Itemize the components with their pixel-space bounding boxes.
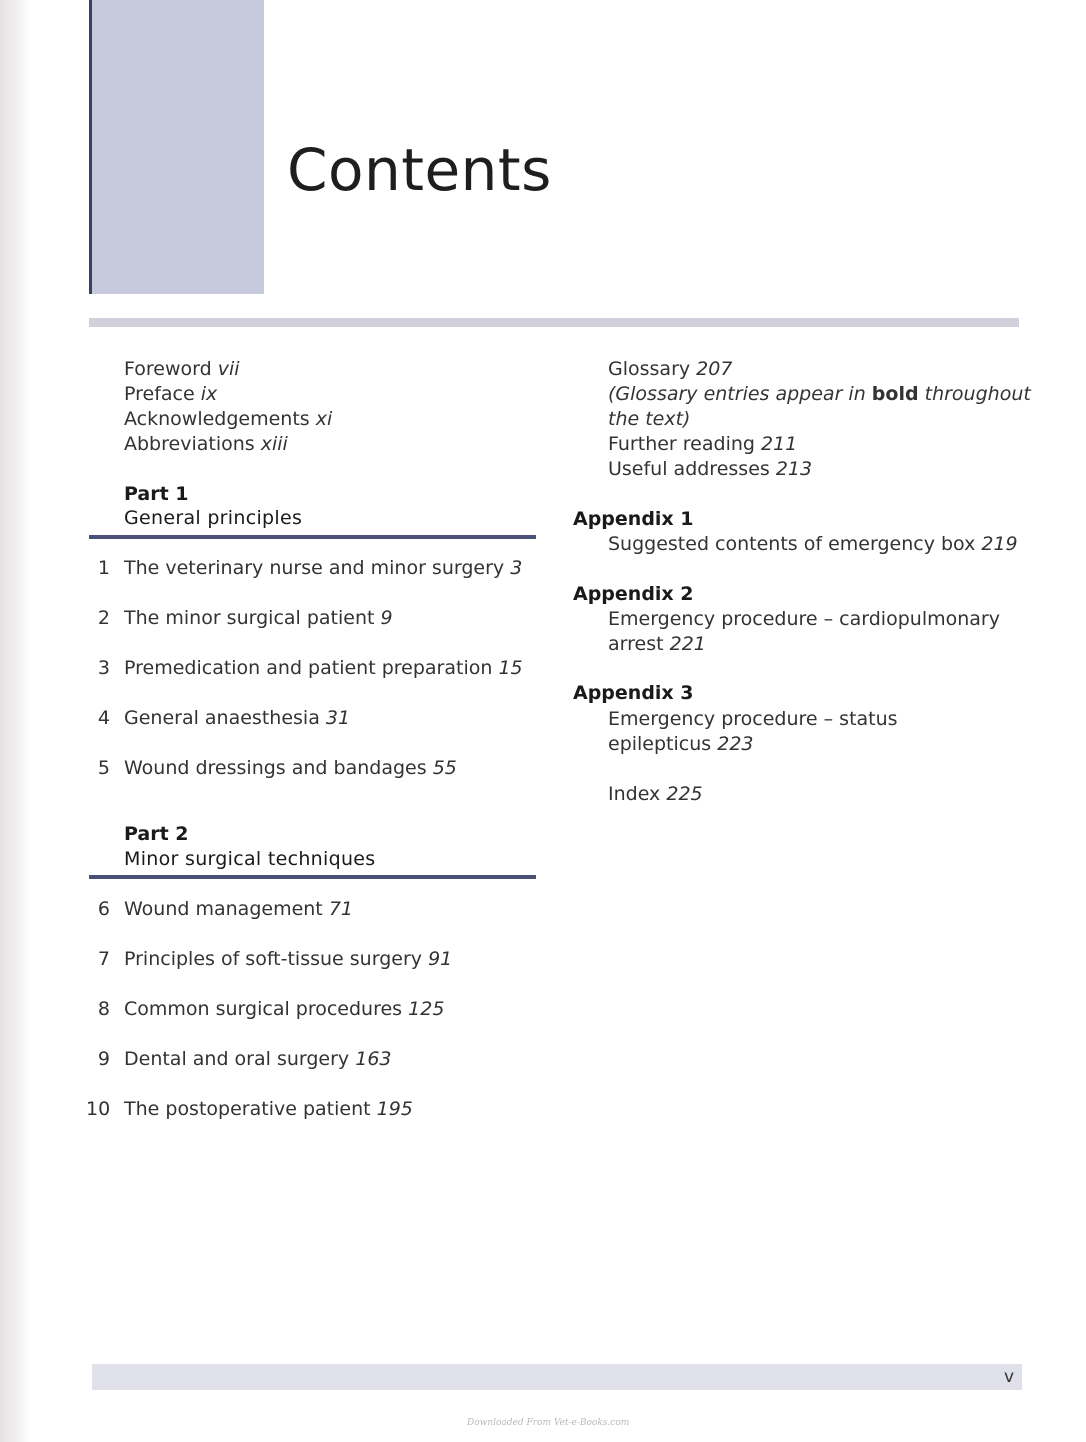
page-number: v [1004, 1367, 1015, 1387]
chapter-number: 1 [97, 557, 110, 579]
toc-entry-glossary[interactable]: Glossary 207 [608, 358, 733, 380]
page-title: Contents [287, 136, 552, 204]
toc-entry-acknowledgements[interactable]: Acknowledgements xi [124, 408, 333, 430]
toc-entry-abbreviations[interactable]: Abbreviations xiii [124, 433, 288, 455]
toc-entry-chapter-10[interactable]: The postoperative patient 195 [124, 1098, 413, 1120]
glossary-note: (Glossary entries appear in bold throughout [608, 383, 1031, 405]
toc-entry-index[interactable]: Index 225 [608, 783, 703, 805]
appendix-2-heading: Appendix 2 [573, 583, 694, 605]
chapter-number: 7 [97, 948, 110, 970]
toc-entry-chapter-1[interactable]: The veterinary nurse and minor surgery 3 [124, 557, 523, 579]
chapter-number: 3 [97, 657, 110, 679]
chapter-number: 5 [97, 757, 110, 779]
toc-entry-appendix-2[interactable]: Emergency procedure – cardiopulmonary [608, 608, 1000, 630]
binding-shadow [0, 0, 30, 1442]
part-1-rule [89, 535, 536, 539]
glossary-note-line-2: the text) [608, 408, 691, 430]
toc-entry-appendix-1[interactable]: Suggested contents of emergency box 219 [608, 533, 1018, 555]
title-color-block [89, 0, 264, 294]
toc-entry-useful-addresses[interactable]: Useful addresses 213 [608, 458, 813, 480]
toc-entry-chapter-6[interactable]: Wound management 71 [124, 898, 353, 920]
header-divider-band [89, 318, 1019, 327]
appendix-3-heading: Appendix 3 [573, 682, 694, 704]
chapter-number: 9 [97, 1048, 110, 1070]
part-1-title: General principles [124, 507, 303, 529]
toc-entry-appendix-2-cont[interactable]: arrest 221 [608, 633, 706, 655]
watermark-text: Downloaded From Vet-e-Books.com [467, 1418, 630, 1428]
toc-entry-preface[interactable]: Preface ix [124, 383, 218, 405]
part-1-label: Part 1 [124, 483, 189, 505]
toc-entry-chapter-5[interactable]: Wound dressings and bandages 55 [124, 757, 457, 779]
part-2-label: Part 2 [124, 823, 189, 845]
toc-entry-chapter-9[interactable]: Dental and oral surgery 163 [124, 1048, 392, 1070]
appendix-1-heading: Appendix 1 [573, 508, 694, 530]
part-2-title: Minor surgical techniques [124, 848, 376, 870]
chapter-number: 4 [97, 707, 110, 729]
toc-entry-chapter-3[interactable]: Premedication and patient preparation 15 [124, 657, 523, 679]
part-2-rule [89, 875, 536, 879]
toc-entry-chapter-2[interactable]: The minor surgical patient 9 [124, 607, 393, 629]
toc-entry-chapter-4[interactable]: General anaesthesia 31 [124, 707, 351, 729]
chapter-number: 10 [86, 1098, 111, 1120]
toc-entry-appendix-3-cont[interactable]: epilepticus 223 [608, 733, 754, 755]
footer-band [92, 1364, 1022, 1390]
chapter-number: 8 [97, 998, 110, 1020]
toc-entry-chapter-7[interactable]: Principles of soft-tissue surgery 91 [124, 948, 453, 970]
chapter-number: 2 [97, 607, 110, 629]
chapter-number: 6 [97, 898, 110, 920]
toc-entry-foreword[interactable]: Foreword vii [124, 358, 240, 380]
toc-entry-chapter-8[interactable]: Common surgical procedures 125 [124, 998, 445, 1020]
toc-entry-appendix-3[interactable]: Emergency procedure – status [608, 708, 898, 730]
toc-entry-further-reading[interactable]: Further reading 211 [608, 433, 798, 455]
